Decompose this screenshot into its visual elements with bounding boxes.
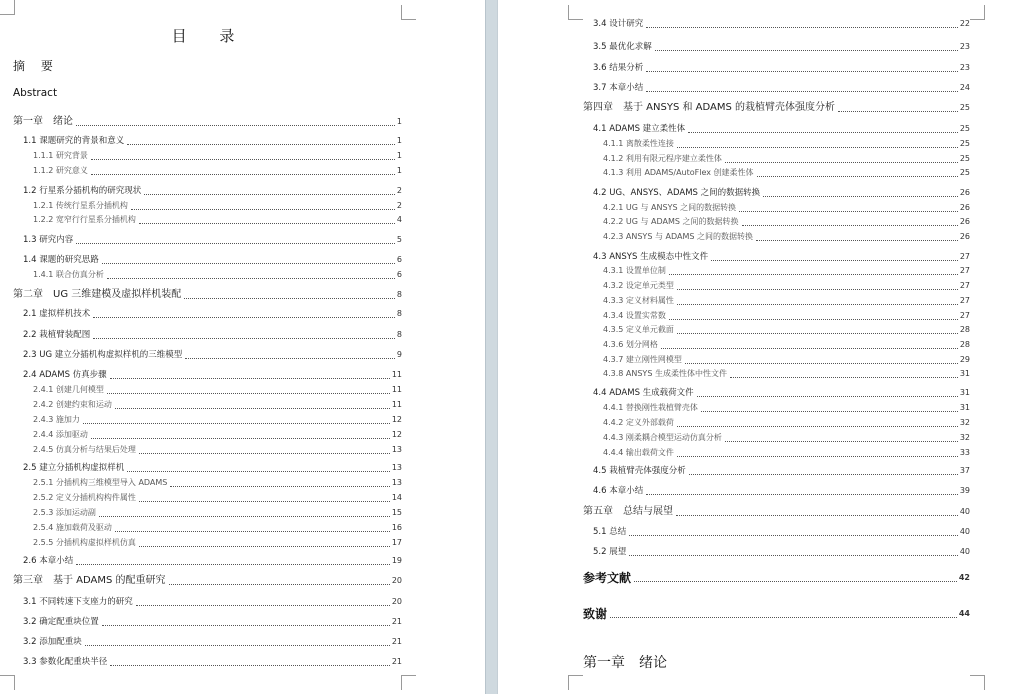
toc-entry[interactable] <box>583 608 970 620</box>
toc-entry[interactable] <box>23 329 402 341</box>
toc-entry-page: 26 <box>959 217 970 226</box>
toc-entry[interactable] <box>603 167 970 179</box>
toc-dot-leader <box>102 625 390 626</box>
toc-entry-page: 16 <box>391 523 402 532</box>
toc-entry[interactable] <box>33 269 402 281</box>
toc-entry-page: 12 <box>391 415 402 424</box>
toc-entry-title: 2.5.3 添加运动副 <box>33 508 96 517</box>
toc-entry[interactable] <box>33 537 402 549</box>
toc-entry-page: 11 <box>391 385 402 394</box>
toc-title: 目 录 <box>171 27 249 45</box>
toc-entry[interactable] <box>13 575 402 587</box>
toc-entry[interactable] <box>603 231 970 243</box>
toc-dot-leader <box>115 408 390 409</box>
toc-dot-leader <box>185 358 395 359</box>
toc-dot-leader <box>76 125 395 126</box>
toc-entry-page: 29 <box>959 355 970 364</box>
toc-entry[interactable] <box>603 354 970 366</box>
toc-entry[interactable] <box>603 202 970 214</box>
toc-entry-title: 4.1.2 利用有限元程序建立柔性体 <box>603 154 722 163</box>
toc-entry-title: 2.4.5 仿真分析与结果后处理 <box>33 445 136 454</box>
toc-entry-page: 44 <box>958 609 970 618</box>
toc-dot-leader <box>757 176 958 177</box>
toc-dot-leader <box>655 50 958 51</box>
toc-entry-page: 21 <box>391 637 402 646</box>
toc-entry[interactable] <box>593 187 970 199</box>
toc-entry-title: 1.4.1 联合仿真分析 <box>33 270 104 279</box>
toc-entry-page: 13 <box>391 478 402 487</box>
crop-mark-top-right <box>970 5 985 20</box>
chapter-one-heading: 第一章 绪论 <box>583 655 667 671</box>
toc-dot-leader <box>634 581 957 582</box>
toc-entry-title: 2.5.5 分插机构虚拟样机仿真 <box>33 538 136 547</box>
toc-entry-title: 4.3.6 划分网格 <box>603 340 658 349</box>
toc-entry-title: 4.3.5 定义单元截面 <box>603 325 674 334</box>
toc-dot-leader <box>646 494 958 495</box>
toc-entry-page: 8 <box>396 330 402 339</box>
toc-entry-title: 3.2 确定配重块位置 <box>23 617 99 627</box>
toc-entry-page: 21 <box>391 617 402 626</box>
toc-entry[interactable] <box>13 116 402 128</box>
toc-entry[interactable] <box>23 369 402 381</box>
toc-dot-leader <box>110 378 390 379</box>
toc-dot-leader <box>629 535 958 536</box>
toc-entry[interactable] <box>603 339 970 351</box>
toc-entry-title: 4.3.7 建立刚性网模型 <box>603 355 682 364</box>
toc-entry[interactable] <box>593 465 970 477</box>
toc-dot-leader <box>685 363 958 364</box>
toc-entry-title: 1.3 研究内容 <box>23 235 74 245</box>
toc-entry-title: 4.5 栽植臂壳体强度分析 <box>593 466 686 476</box>
toc-dot-leader <box>93 338 395 339</box>
toc-entry[interactable] <box>593 485 970 497</box>
toc-dot-leader <box>711 260 958 261</box>
toc-entry-title: 3.2 添加配重块 <box>23 637 82 647</box>
toc-entry-title: 1.1.2 研究意义 <box>33 166 88 175</box>
toc-entry[interactable] <box>13 289 402 301</box>
toc-entry-title: 3.7 本章小结 <box>593 83 644 93</box>
toc-dot-leader <box>139 453 390 454</box>
toc-dot-leader <box>169 584 390 585</box>
toc-entry-title: 2.3 UG 建立分插机构虚拟样机的三维模型 <box>23 350 183 360</box>
toc-entry-page: 37 <box>959 466 970 475</box>
toc-entry[interactable] <box>603 432 970 444</box>
toc-entry-title: 4.3.1 设置单位制 <box>603 266 666 275</box>
toc-entry[interactable] <box>593 526 970 538</box>
toc-entry-title: 4.4.3 刚柔耦合模型运动仿真分析 <box>603 433 722 442</box>
crop-mark-top-left <box>0 0 15 15</box>
toc-entry[interactable] <box>603 138 970 150</box>
toc-entry-title: 1.1 课题研究的背景和意义 <box>23 136 125 146</box>
toc-entry-title: 1.1.1 研究背景 <box>33 151 88 160</box>
toc-entry-title: 参考文献 <box>583 571 632 585</box>
toc-entry-page: 1 <box>396 166 402 175</box>
toc-entry-page: 1 <box>396 136 402 145</box>
toc-dot-leader <box>107 393 390 394</box>
toc-entry[interactable] <box>33 444 402 456</box>
toc-entry-page: 1 <box>396 117 402 126</box>
toc-entry-title: 第四章 基于 ANSYS 和 ADAMS 的栽植臂壳体强度分析 <box>583 102 836 113</box>
toc-entry[interactable] <box>33 507 402 519</box>
toc-entry-page: 14 <box>391 493 402 502</box>
toc-dot-leader <box>139 223 395 224</box>
toc-dot-leader <box>139 546 390 547</box>
toc-entry-title: 2.5.1 分插机构三维模型导入 ADAMS <box>33 478 168 487</box>
toc-entry[interactable] <box>23 656 402 668</box>
toc-dot-leader <box>646 27 958 28</box>
toc-entry-title: 2.4.2 创建约束和运动 <box>33 400 112 409</box>
toc-entry-title: 4.4.1 替换刚性栽植臂壳体 <box>603 403 698 412</box>
toc-entry-page: 31 <box>959 369 970 378</box>
toc-entry-page: 39 <box>959 486 970 495</box>
toc-entry-title: 第五章 总结与展望 <box>583 506 673 517</box>
toc-entry-page: 11 <box>391 400 402 409</box>
toc-dot-leader <box>85 645 390 646</box>
toc-dot-leader <box>629 555 958 556</box>
toc-entry[interactable] <box>23 616 402 628</box>
toc-entry-title: 4.2 UG、ANSYS、ADAMS 之间的数据转换 <box>593 188 761 198</box>
toc-entry-page: 27 <box>959 296 970 305</box>
toc-entry-title: 1.2.2 宽窄行行星系分插机构 <box>33 215 136 224</box>
toc-dot-leader <box>725 162 958 163</box>
toc-dot-leader <box>677 333 958 334</box>
toc-entry-title: 3.4 设计研究 <box>593 19 644 29</box>
toc-entry[interactable] <box>23 462 402 474</box>
toc-entry[interactable] <box>33 384 402 396</box>
toc-entry-page: 28 <box>959 340 970 349</box>
toc-dot-leader <box>102 263 395 264</box>
toc-dot-leader <box>756 240 958 241</box>
toc-entry-title: 4.3.4 设置实常数 <box>603 311 666 320</box>
toc-dot-leader <box>184 298 395 299</box>
toc-entry-page: 9 <box>396 350 402 359</box>
toc-entry[interactable] <box>33 214 402 226</box>
toc-dot-leader <box>677 289 958 290</box>
toc-entry[interactable] <box>593 82 970 94</box>
toc-entry[interactable] <box>33 150 402 162</box>
toc-dot-leader <box>701 411 958 412</box>
toc-entry-page: 24 <box>959 83 970 92</box>
crop-mark-bottom-right <box>970 675 985 690</box>
toc-entry-title: 3.1 不同转速下支座力的研究 <box>23 597 133 607</box>
toc-entry-page: 20 <box>391 576 402 585</box>
toc-entry-page: 2 <box>396 186 402 195</box>
toc-entry[interactable] <box>33 399 402 411</box>
toc-entry-page: 31 <box>959 388 970 397</box>
toc-entry-title: 4.2.3 ANSYS 与 ADAMS 之间的数据转换 <box>603 232 753 241</box>
toc-dot-leader <box>83 423 390 424</box>
toc-entry[interactable] <box>603 280 970 292</box>
toc-entry-page: 5 <box>396 235 402 244</box>
toc-entry[interactable] <box>593 123 970 135</box>
toc-entry-title: 4.3 ANSYS 生成模态中性文件 <box>593 252 709 262</box>
toc-entry[interactable] <box>23 234 402 246</box>
crop-mark-bottom-right <box>401 675 416 690</box>
toc-entry-page: 13 <box>391 463 402 472</box>
toc-dot-leader <box>76 243 395 244</box>
toc-dot-leader <box>763 196 958 197</box>
toc-entry[interactable] <box>583 102 970 114</box>
toc-entry-page: 19 <box>391 556 402 565</box>
toc-entry[interactable] <box>33 414 402 426</box>
toc-entry[interactable] <box>593 41 970 53</box>
toc-entry[interactable] <box>593 251 970 263</box>
crop-mark-bottom-left <box>568 675 583 690</box>
toc-dot-leader <box>677 456 958 457</box>
toc-entry-title: 4.4 ADAMS 生成载荷文件 <box>593 388 694 398</box>
toc-entry-title: 4.1.3 利用 ADAMS/AutoFlex 创建柔性体 <box>603 168 754 177</box>
toc-entry-title: 2.4.4 添加驱动 <box>33 430 88 439</box>
toc-dot-leader <box>91 174 395 175</box>
toc-dot-leader <box>725 441 958 442</box>
toc-entry-title: 2.5.4 施加载荷及驱动 <box>33 523 112 532</box>
toc-entry-title: 1.4 课题的研究思路 <box>23 255 99 265</box>
toc-entry-title: 致谢 <box>583 607 608 621</box>
toc-entry[interactable] <box>23 349 402 361</box>
toc-entry-page: 25 <box>959 139 970 148</box>
toc-entry-title: 5.1 总结 <box>593 527 627 537</box>
toc-entry-title: 4.1 ADAMS 建立柔性体 <box>593 124 686 134</box>
toc-entry[interactable] <box>603 153 970 165</box>
toc-entry[interactable] <box>33 165 402 177</box>
toc-entry-page: 25 <box>959 103 970 112</box>
toc-dot-leader <box>669 274 958 275</box>
toc-entry[interactable] <box>23 254 402 266</box>
toc-dot-leader <box>91 159 395 160</box>
toc-entry-page: 26 <box>959 188 970 197</box>
toc-entry[interactable] <box>603 324 970 336</box>
toc-dot-leader <box>136 605 390 606</box>
toc-entry[interactable] <box>593 387 970 399</box>
toc-entry-page: 28 <box>959 325 970 334</box>
toc-entry-title: 3.3 参数化配重块半径 <box>23 657 108 667</box>
toc-entry[interactable] <box>23 596 402 608</box>
toc-entry[interactable] <box>33 522 402 534</box>
toc-dot-leader <box>730 377 958 378</box>
toc-entry-title: 2.2 栽植臂装配图 <box>23 330 91 340</box>
toc-dot-leader <box>610 617 957 618</box>
toc-entry-page: 8 <box>396 290 402 299</box>
toc-entry[interactable] <box>23 636 402 648</box>
toc-entry[interactable] <box>603 447 970 459</box>
toc-entry-title: 2.4.3 施加力 <box>33 415 80 424</box>
toc-entry-title: 4.3.3 定义材料属性 <box>603 296 674 305</box>
toc-entry-page: 27 <box>959 252 970 261</box>
toc-dot-leader <box>110 665 390 666</box>
toc-entry[interactable] <box>33 429 402 441</box>
toc-dot-leader <box>127 471 390 472</box>
toc-entry-title: 1.2 行星系分插机构的研究现状 <box>23 186 142 196</box>
toc-dot-leader <box>677 147 958 148</box>
toc-dot-leader <box>739 211 958 212</box>
toc-entry-page: 42 <box>958 573 970 582</box>
left-page <box>0 0 485 694</box>
page-gutter <box>485 0 498 694</box>
toc-dot-leader <box>646 91 958 92</box>
toc-entry[interactable] <box>583 506 970 518</box>
abstract-cn-heading[interactable]: 摘 要 <box>13 59 59 73</box>
toc-entry[interactable] <box>603 417 970 429</box>
toc-entry-page: 20 <box>391 597 402 606</box>
crop-mark-top-left <box>568 5 583 20</box>
toc-entry-title: 2.4.1 创建几何模型 <box>33 385 104 394</box>
toc-entry-page: 40 <box>959 507 970 516</box>
toc-entry[interactable] <box>583 572 970 584</box>
toc-entry-page: 32 <box>959 418 970 427</box>
toc-dot-leader <box>838 111 958 112</box>
toc-entry-page: 23 <box>959 42 970 51</box>
toc-dot-leader <box>676 515 958 516</box>
toc-entry-page: 17 <box>391 538 402 547</box>
toc-dot-leader <box>76 564 390 565</box>
toc-dot-leader <box>93 317 395 318</box>
toc-entry-title: 4.3.8 ANSYS 生成柔性体中性文件 <box>603 369 727 378</box>
toc-entry-title: 4.6 本章小结 <box>593 486 644 496</box>
toc-entry-page: 6 <box>396 270 402 279</box>
toc-entry-title: 第三章 基于 ADAMS 的配重研究 <box>13 575 166 586</box>
toc-entry-title: 2.1 虚拟样机技术 <box>23 309 91 319</box>
toc-entry[interactable] <box>23 555 402 567</box>
toc-entry[interactable] <box>23 308 402 320</box>
toc-entry-page: 13 <box>391 445 402 454</box>
toc-entry-page: 40 <box>959 527 970 536</box>
toc-entry-title: 4.4.4 输出载荷文件 <box>603 448 674 457</box>
toc-entry[interactable] <box>603 310 970 322</box>
toc-entry-title: 1.2.1 传统行星系分插机构 <box>33 201 128 210</box>
toc-dot-leader <box>688 132 958 133</box>
toc-entry-page: 40 <box>959 547 970 556</box>
toc-dot-leader <box>91 438 390 439</box>
toc-entry-page: 26 <box>959 232 970 241</box>
toc-entry-page: 2 <box>396 201 402 210</box>
toc-entry-page: 25 <box>959 168 970 177</box>
toc-dot-leader <box>689 474 958 475</box>
toc-entry-title: 4.3.2 设定单元类型 <box>603 281 674 290</box>
toc-entry-page: 25 <box>959 124 970 133</box>
toc-dot-leader <box>742 225 958 226</box>
toc-entry[interactable] <box>603 368 970 380</box>
toc-entry-page: 32 <box>959 433 970 442</box>
toc-entry[interactable] <box>33 477 402 489</box>
toc-entry-page: 8 <box>396 309 402 318</box>
toc-entry[interactable] <box>33 492 402 504</box>
right-page <box>498 0 1029 694</box>
toc-dot-leader <box>646 71 958 72</box>
toc-dot-leader <box>99 516 390 517</box>
toc-entry[interactable] <box>593 62 970 74</box>
toc-entry-page: 4 <box>396 215 402 224</box>
toc-dot-leader <box>677 426 958 427</box>
toc-entry-page: 26 <box>959 203 970 212</box>
toc-dot-leader <box>139 501 390 502</box>
toc-entry[interactable] <box>33 200 402 212</box>
toc-entry-page: 6 <box>396 255 402 264</box>
toc-entry-page: 1 <box>396 151 402 160</box>
toc-dot-leader <box>677 304 958 305</box>
toc-entry[interactable] <box>23 135 402 147</box>
toc-dot-leader <box>127 144 395 145</box>
toc-entry[interactable] <box>23 185 402 197</box>
toc-entry-page: 23 <box>959 63 970 72</box>
toc-entry-title: 3.6 结果分析 <box>593 63 644 73</box>
toc-entry-title: 4.2.2 UG 与 ADAMS 之间的数据转换 <box>603 217 739 226</box>
toc-entry-title: 4.1.1 离散柔性连接 <box>603 139 674 148</box>
toc-entry-page: 33 <box>959 448 970 457</box>
toc-dot-leader <box>669 319 958 320</box>
toc-dot-leader <box>697 396 958 397</box>
toc-entry-page: 15 <box>391 508 402 517</box>
toc-entry[interactable] <box>603 402 970 414</box>
toc-entry-title: 第一章 绪论 <box>13 116 73 127</box>
abstract-en-heading[interactable]: Abstract <box>13 87 58 99</box>
toc-entry[interactable] <box>603 265 970 277</box>
toc-entry[interactable] <box>603 216 970 228</box>
toc-entry[interactable] <box>593 18 970 30</box>
toc-entry[interactable] <box>593 546 970 558</box>
toc-entry-page: 22 <box>959 19 970 28</box>
toc-entry-title: 2.6 本章小结 <box>23 556 74 566</box>
toc-entry-title: 2.5 建立分插机构虚拟样机 <box>23 463 125 473</box>
toc-entry-title: 4.4.2 定义外部载荷 <box>603 418 674 427</box>
toc-entry-page: 31 <box>959 403 970 412</box>
toc-entry-title: 5.2 展望 <box>593 547 627 557</box>
toc-dot-leader <box>107 278 395 279</box>
toc-entry-page: 27 <box>959 311 970 320</box>
toc-dot-leader <box>170 486 389 487</box>
toc-entry-page: 12 <box>391 430 402 439</box>
toc-entry-page: 21 <box>391 657 402 666</box>
crop-mark-top-right <box>401 5 416 20</box>
toc-dot-leader <box>144 194 395 195</box>
toc-entry-page: 27 <box>959 266 970 275</box>
toc-entry-title: 2.4 ADAMS 仿真步骤 <box>23 370 107 380</box>
toc-entry-title: 2.5.2 定义分插机构构件属性 <box>33 493 136 502</box>
toc-entry-title: 3.5 最优化求解 <box>593 42 652 52</box>
toc-entry-page: 11 <box>391 370 402 379</box>
toc-entry-page: 27 <box>959 281 970 290</box>
toc-dot-leader <box>115 531 390 532</box>
toc-entry-title: 第二章 UG 三维建模及虚拟样机装配 <box>13 289 182 300</box>
toc-entry-page: 25 <box>959 154 970 163</box>
toc-dot-leader <box>131 209 395 210</box>
toc-entry-title: 4.2.1 UG 与 ANSYS 之间的数据转换 <box>603 203 737 212</box>
toc-entry[interactable] <box>603 295 970 307</box>
crop-mark-bottom-left <box>0 675 15 690</box>
toc-dot-leader <box>661 348 958 349</box>
